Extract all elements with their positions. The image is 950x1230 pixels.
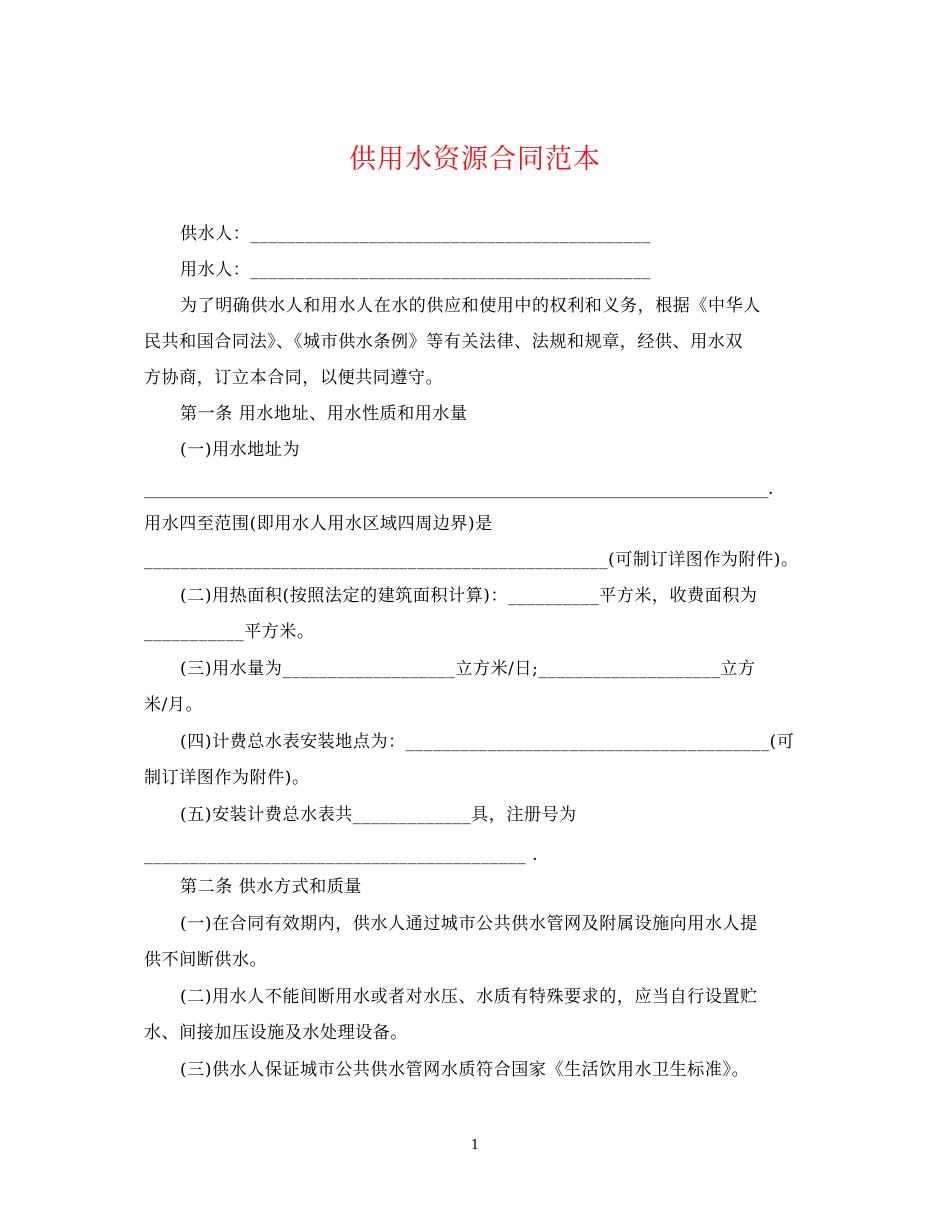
- paragraph-line: 水、间接加压设施及水处理设备。: [144, 1023, 408, 1043]
- blank-line: __________________________________________ .: [144, 845, 539, 865]
- paragraph-line: ___________平方米。: [144, 622, 315, 642]
- paragraph-line: 供不间断供水。: [144, 950, 268, 970]
- paragraph-line: 用水四至范围(即用水人用水区域四周边界)是: [144, 514, 493, 534]
- paragraph-line: (四)计费总水表安装地点为：________________________________________(可: [180, 732, 795, 752]
- paragraph-line: (三)用水量为___________________立方米/日;____________________立方: [180, 659, 756, 679]
- blank-line: ______________________________________________________________________________.: [144, 479, 773, 499]
- paragraph-line: 方协商，订立本合同，以便共同遵守。: [144, 368, 444, 388]
- paragraph-line: 制订详图作为附件)。: [144, 768, 310, 788]
- paragraph-line: (二)用水人不能间断用水或者对水压、水质有特殊要求的，应当自行设置贮: [180, 987, 758, 1007]
- document-title: 供用水资源合同范本: [349, 144, 601, 175]
- article-heading: 第二条 供水方式和质量: [180, 877, 363, 897]
- user-field: 用水人：____________________________________________: [180, 260, 651, 280]
- supplier-field: 供水人：____________________________________________: [180, 224, 651, 244]
- paragraph-line: (五)安装计费总水表共_____________具，注册号为: [180, 805, 577, 825]
- article-heading: 第一条 用水地址、用水性质和用水量: [180, 404, 468, 424]
- paragraph-line: (二)用热面积(按照法定的建筑面积计算)：__________平方米，收费面积为: [180, 586, 758, 606]
- paragraph-line: 米/月。: [144, 695, 204, 715]
- paragraph-line: (一)用水地址为: [180, 440, 301, 460]
- paragraph-line: ___________________________________________________(可制订详图作为附件)。: [144, 550, 799, 570]
- paragraph-line: 民共和国合同法》、《城市供水条例》等有关法律、法规和规章，经供、用水双: [144, 332, 743, 352]
- paragraph-line: (一)在合同有效期内，供水人通过城市公共供水管网及附属设施向用水人提: [180, 914, 758, 934]
- page-number: 1: [470, 1138, 480, 1153]
- paragraph-line: 为了明确供水人和用水人在水的供应和使用中的权利和义务，根据《中华人: [180, 296, 761, 316]
- paragraph-line: (三)供水人保证城市公共供水管网水质符合国家《生活饮用水卫生标准》。: [180, 1060, 750, 1080]
